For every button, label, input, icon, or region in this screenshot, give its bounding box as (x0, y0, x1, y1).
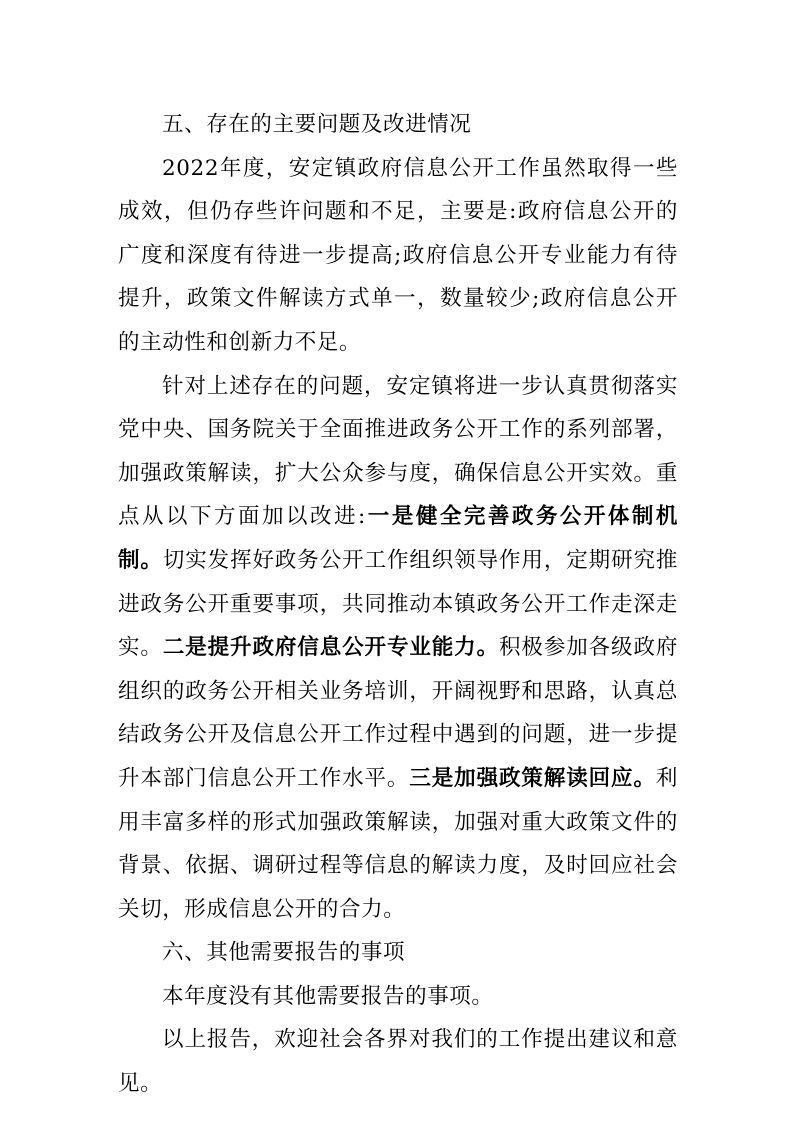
section-5-paragraph-1: 2022年度，安定镇政府信息公开工作虽然取得一些成效，但仍存些许问题和不足，主要是:政府信息公开的广度和深度有待进一步提高;政府信息公开专业能力有待提升，政策文件解读方式单一，数量较少;政府信息公开的主动性和创新力不足。 (118, 155, 678, 355)
document-body (118, 103, 678, 1106)
section-5-paragraph-2 (118, 365, 678, 932)
paragraph-text: 积极参加各级政府组织的政务公开相关业务培训，开阔视野和思路，认真总结政务公开及信息公开工作过程中遇到的问题，进一步提升本部门信息公开工作水平。 (118, 635, 678, 791)
bold-point-1: 一是健全完善政务公开体制机制。 (118, 504, 678, 573)
paragraph-text: 利用丰富多样的形式加强政策解读，加强对重大政策文件的背景、依据、调研过程等信息的解读力度，及时回应社会关切，形成信息公开的合力。 (118, 765, 678, 922)
paragraph-text: 切实发挥好政务公开工作组织领导作用，定期研究推进政务公开重要事项，共同推动本镇政务公开工作走深走实。 (118, 547, 678, 661)
bold-point-3: 三是加强政策解读回应。 (409, 765, 656, 791)
paragraph-text: 针对上述存在的问题，安定镇将进一步认真贯彻落实党中央、国务院关于全面推进政务公开工作的系列部署，加强政策解读，扩大公众参与度，确保信息公开实效。重点从以下方面加以改进: (118, 373, 678, 530)
section-5-heading: 五、存在的主要问题及改进情况 (162, 112, 472, 137)
bold-point-2: 二是提升政府信息公开专业能力。 (162, 635, 499, 661)
section-6-paragraph-1: 本年度没有其他需要报告的事项。 (162, 983, 494, 1009)
section-6-paragraph-2: 以上报告，欢迎社会各界对我们的工作提出建议和意见。 (118, 1027, 678, 1097)
section-6-heading: 六、其他需要报告的事项 (162, 940, 406, 966)
